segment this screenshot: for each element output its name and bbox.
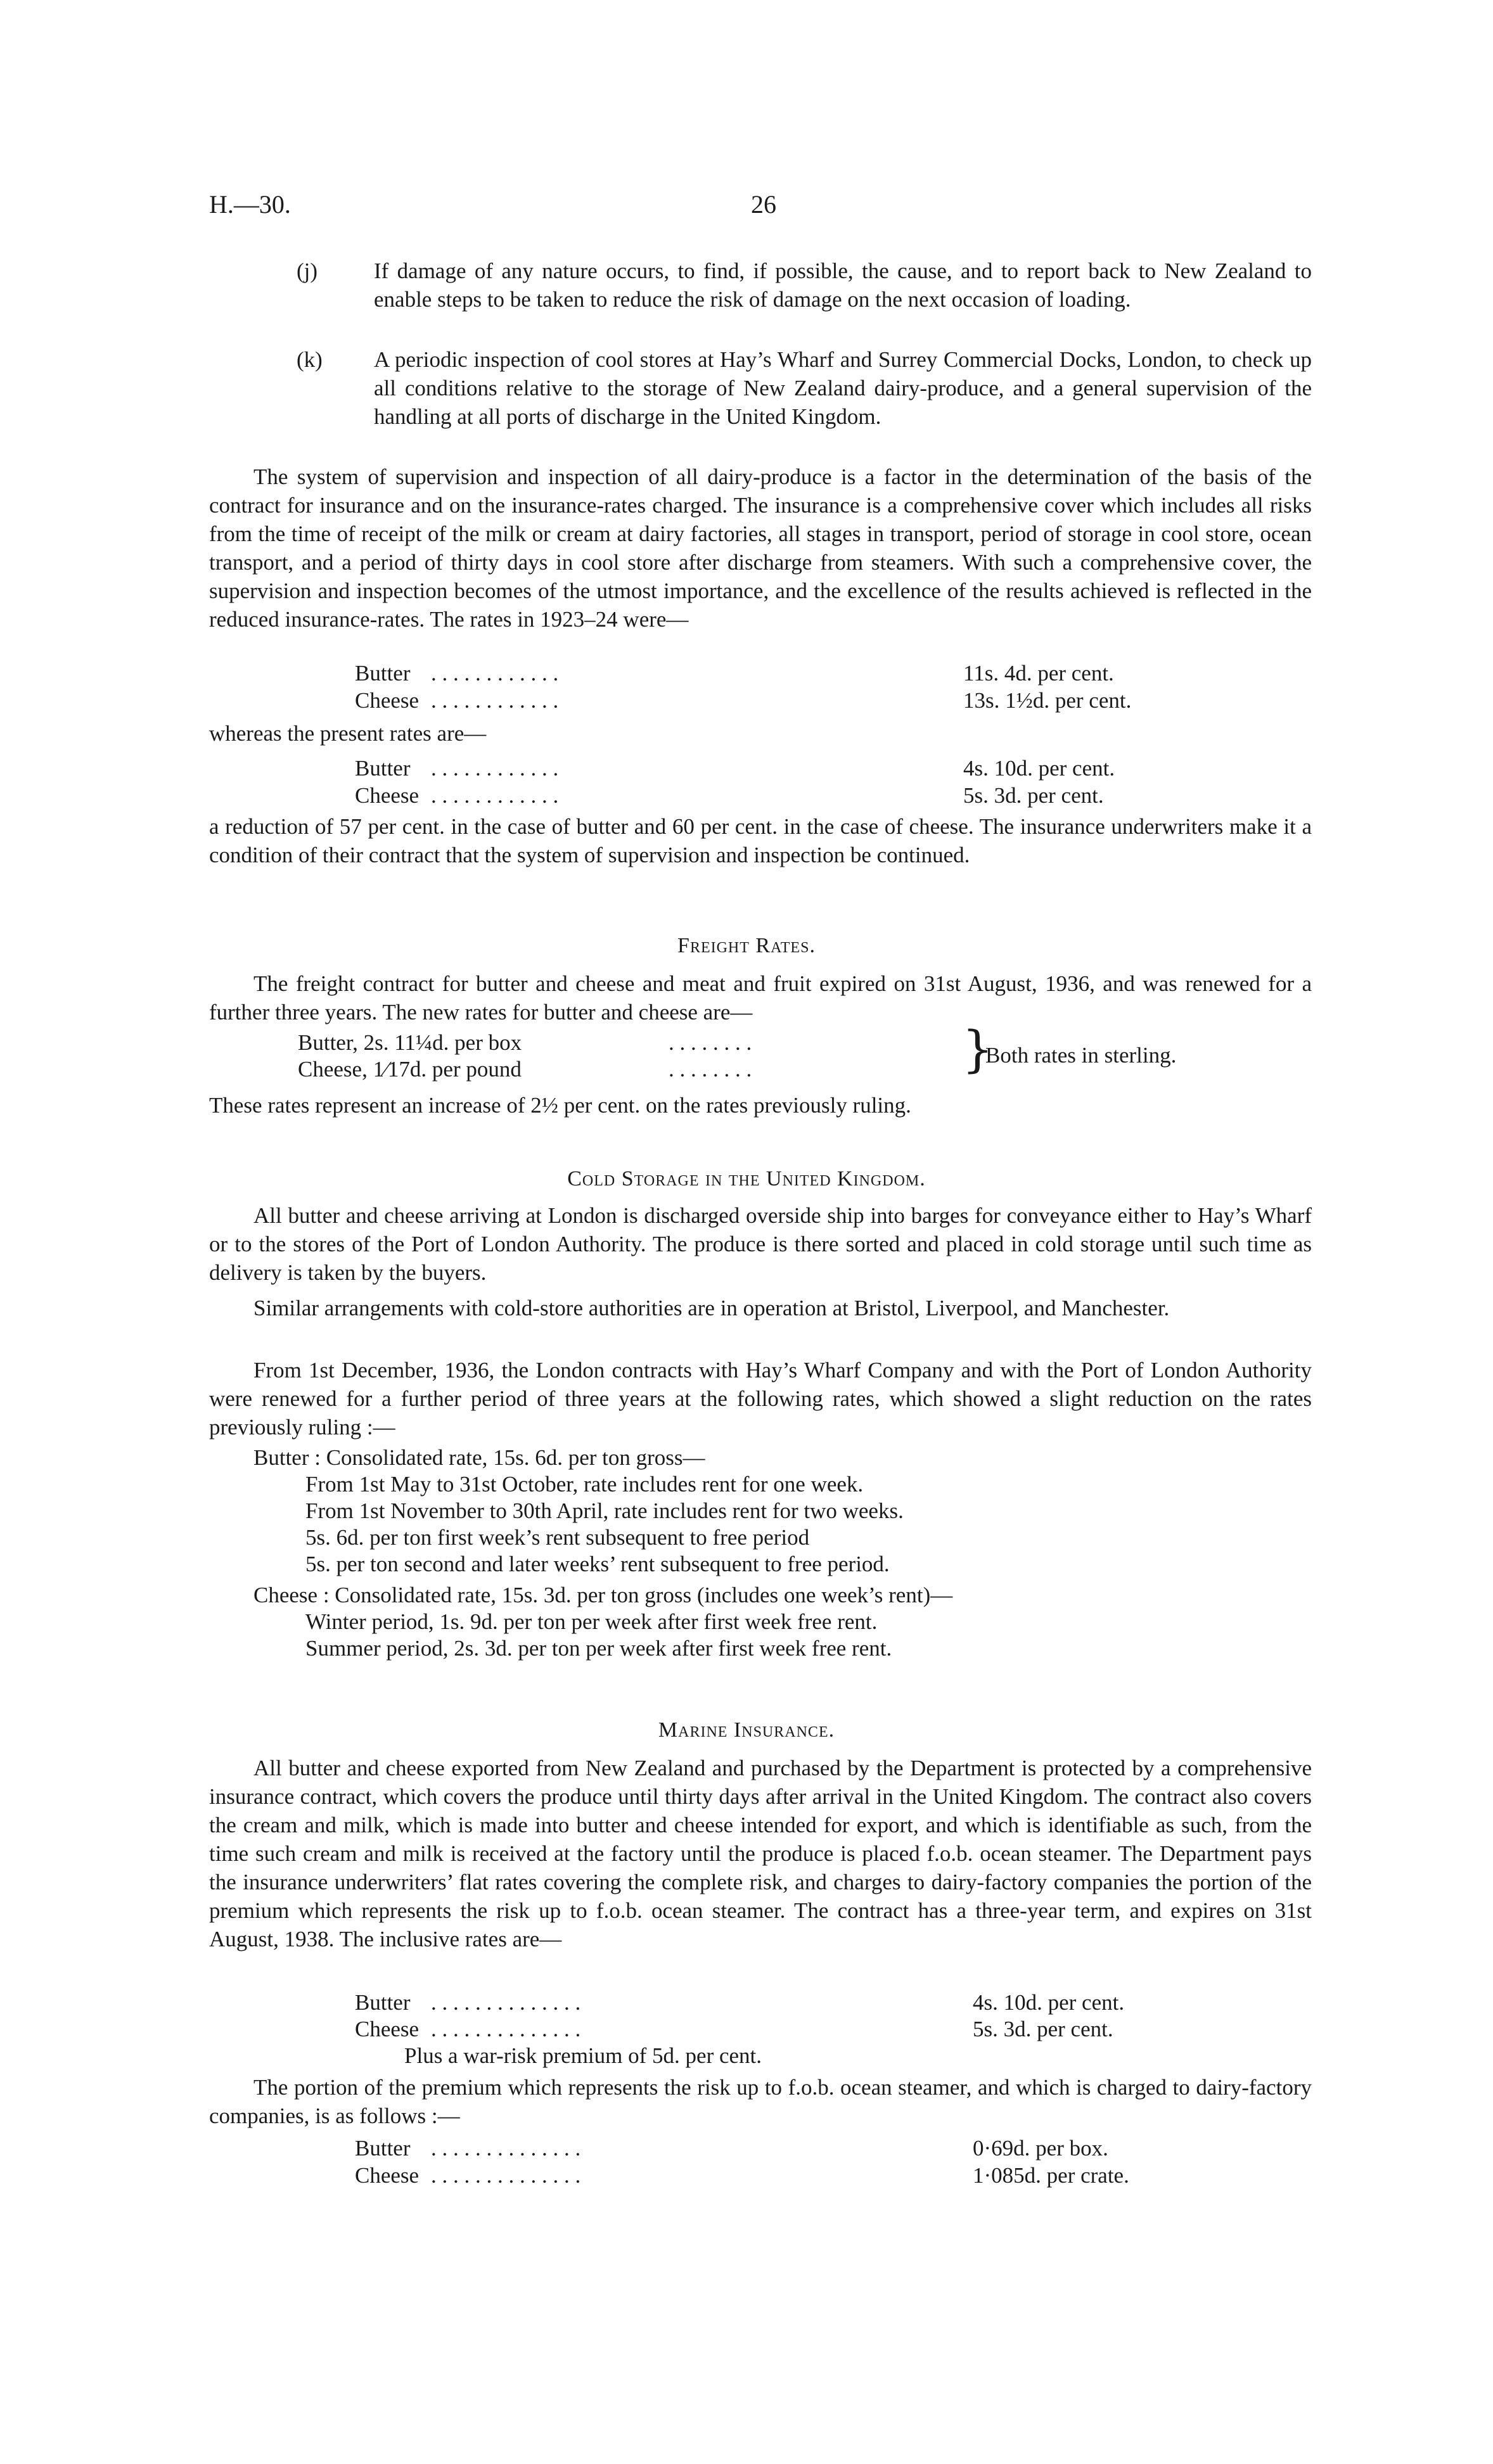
cold-storage-heading: Cold Storage in the United Kingdom. <box>567 1167 926 1191</box>
rate-value: 0·69d. per box. <box>973 2136 1108 2161</box>
freight-label: Cheese, 1⁄17d. per pound <box>298 1057 522 1082</box>
rate-value: 11s. 4d. per cent. <box>963 661 1114 686</box>
leader-dots: . . . . . . . . . . . . . . <box>431 2017 581 2041</box>
rate-value: 1·085d. per crate. <box>973 2163 1129 2188</box>
freight-label: Butter, 2s. 11¼d. per box <box>298 1030 522 1055</box>
item-k-text: A periodic inspection of cool stores at Hay’s Wharf and Surrey Commercial Docks, London, to check up all conditions relative to the storage of New Zealand dairy-produce, and a general supervision of the handling at all ports of discharge in the United Kingdom. <box>374 347 1312 429</box>
right-brace: } <box>962 1021 994 1078</box>
freight-closing: These rates represent an increase of 2½ per cent. on the rates previously ruling. <box>209 1093 911 1118</box>
freight-brace-note: Both rates in sterling. <box>985 1043 1177 1068</box>
butter-rate-item: 5s. 6d. per ton first week’s rent subsequent to free period <box>305 1525 810 1550</box>
marine-insurance-paragraph: All butter and cheese exported from New Zealand and purchased by the Department is protected by a comprehensive insurance contract, which covers the produce until thirty days after arrival in the United Kingdom. The contract also covers the cream and milk, which is made into butter and cheese intended for export, and which is identifiable as such, from the time such cream and milk is received at the factory until the produce is placed f.o.b. ocean steamer. The Department pays the insurance underwriters’ flat rates covering the complete risk, and charges to dairy-factory companies the portion of the premium which represents the risk up to f.o.b. ocean steamer. The contract has a three-year term, and expires on 31st August, 1938. The inclusive rates are— <box>209 1756 1312 1951</box>
freight-paragraph: The freight contract for butter and cheese and meat and fruit expired on 31st August, 1936, and was renewed for a further three years. The new rates for butter and cheese are— <box>209 971 1312 1025</box>
butter-rate-item: From 1st November to 30th April, rate includes rent for two weeks. <box>305 1498 904 1523</box>
butter-consolidated-rate: Butter : Consolidated rate, 15s. 6d. per ton gross— <box>253 1445 705 1470</box>
rate-label: Butter <box>355 756 411 781</box>
war-risk-premium: Plus a war-risk premium of 5d. per cent. <box>404 2043 762 2068</box>
cheese-rate-item: Winter period, 1s. 9d. per ton per week after first week free rent. <box>305 1609 878 1634</box>
supervision-conclusion: a reduction of 57 per cent. in the case of butter and 60 per cent. in the case of cheese. The insurance underwriters make it a condition of their contract that the system of supervision and inspection be continued. <box>209 814 1312 867</box>
document-code: H.—30. <box>209 190 291 219</box>
rate-value: 4s. 10d. per cent. <box>963 756 1115 781</box>
present-rates-intro: whereas the present rates are— <box>209 721 487 746</box>
butter-rate-item: From 1st May to 31st October, rate includes rent for one week. <box>305 1472 864 1497</box>
leader-dots: . . . . . . . . <box>669 1030 752 1055</box>
item-marker-j: (j) <box>297 259 318 283</box>
leader-dots: . . . . . . . . . . . . . . <box>431 1990 581 2015</box>
leader-dots: . . . . . . . . . . . . <box>431 688 559 713</box>
cold-storage-paragraph-3: From 1st December, 1936, the London contracts with Hay’s Wharf Company and with the Port of London Authority were renewed for a further period of three years at the following rates, which showed a slight reduction on the rates previously ruling :— <box>209 1358 1312 1439</box>
rate-value: 13s. 1½d. per cent. <box>963 688 1132 713</box>
rate-label: Cheese <box>355 2017 420 2041</box>
leader-dots: . . . . . . . . . . . . <box>431 756 559 781</box>
cheese-consolidated-rate: Cheese : Consolidated rate, 15s. 3d. per ton gross (includes one week’s rent)— <box>253 1583 953 1607</box>
freight-heading: Freight Rates. <box>677 934 816 957</box>
rate-value: 5s. 3d. per cent. <box>973 2017 1113 2041</box>
rate-label: Butter <box>355 661 411 686</box>
premium-portion-paragraph: The portion of the premium which represents the risk up to f.o.b. ocean steamer, and which is charged to dairy-factory companies, is as follows :— <box>209 2075 1312 2128</box>
cheese-rate-item: Summer period, 2s. 3d. per ton per week after first week free rent. <box>305 1636 892 1661</box>
leader-dots: . . . . . . . . <box>669 1057 752 1082</box>
cold-storage-paragraph-2: Similar arrangements with cold-store authorities are in operation at Bristol, Liverpool, and Manchester. <box>253 1296 1170 1320</box>
butter-rate-item: 5s. per ton second and later weeks’ rent subsequent to free period. <box>305 1552 890 1576</box>
cold-storage-paragraph-1: All butter and cheese arriving at London is discharged overside ship into barges for conveyance either to Hay’s Wharf or to the stores of the Port of London Authority. The produce is there sorted and placed in cold storage until such time as delivery is taken by the buyers. <box>209 1203 1312 1285</box>
item-marker-k: (k) <box>297 347 323 372</box>
supervision-paragraph: The system of supervision and inspection of all dairy-produce is a factor in the determination of the basis of the contract for insurance and on the insurance-rates charged. The insurance is a comprehensive cover which includes all risks from the time of receipt of the milk or cream at dairy factories, all stages in transport, period of storage in cool store, ocean transport, and a period of thirty days in cool store after discharge from steamers. With such a comprehensive cover, the supervision and inspection becomes of the utmost importance, and the excellence of the results achieved is reflected in the reduced insurance-rates. The rates in 1923–24 were— <box>209 464 1312 632</box>
leader-dots: . . . . . . . . . . . . <box>431 661 559 686</box>
page-number: 26 <box>751 190 776 219</box>
rate-label: Cheese <box>355 783 420 808</box>
rate-value: 4s. 10d. per cent. <box>973 1990 1125 2015</box>
rate-label: Butter <box>355 2136 411 2161</box>
leader-dots: . . . . . . . . . . . . . . <box>431 2163 581 2188</box>
rate-label: Cheese <box>355 688 420 713</box>
item-j-text: If damage of any nature occurs, to find, if possible, the cause, and to report back to New Zealand to enable steps to be taken to reduce the risk of damage on the next occasion of loading. <box>374 259 1312 312</box>
rate-value: 5s. 3d. per cent. <box>963 783 1104 808</box>
rate-label: Cheese <box>355 2163 420 2188</box>
leader-dots: . . . . . . . . . . . . . . <box>431 2136 581 2161</box>
marine-insurance-heading: Marine Insurance. <box>658 1718 835 1742</box>
rate-label: Butter <box>355 1990 411 2015</box>
leader-dots: . . . . . . . . . . . . <box>431 783 559 808</box>
